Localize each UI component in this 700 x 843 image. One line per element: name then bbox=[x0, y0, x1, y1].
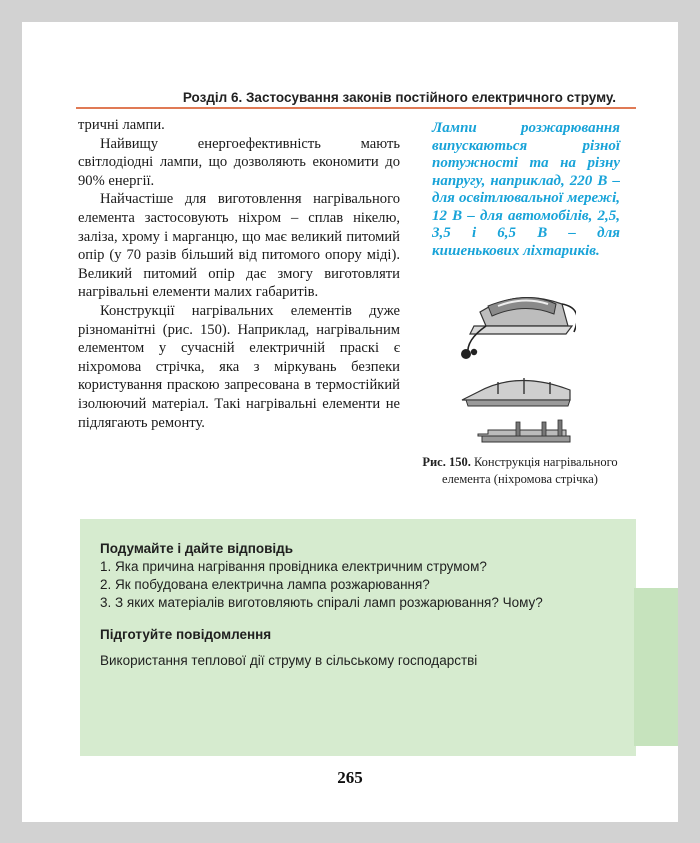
soleplate-drawing bbox=[462, 378, 570, 406]
main-text-column bbox=[78, 116, 400, 432]
nichrome-strip-drawing bbox=[478, 420, 570, 442]
caption-text: Конструкція нагрівального елемента (ніхромова стрічка) bbox=[442, 455, 618, 486]
page-header: Розділ 6. Застосування законів постійного електричного струму. bbox=[182, 90, 616, 105]
paragraph-4: Конструкції нагрівальних елементів дуже різноманітні (рис. 150). Наприклад, нагрівальним елементом у сучасній електричній праскі є ніхромова стрічка, яка з міркувань безпеки користування праскою запресована в термостійкий ізолюючий матеріал. Такі нагрівальні елементи не підлягають ремонту. bbox=[78, 302, 400, 431]
iron-figure bbox=[458, 282, 576, 448]
paragraph-3: Найчастіше для виготовлення нагрівального елемента застосовують ніхром – сплав нікелю, заліза, хрому і марганцю, що має великий питомий опір (у 70 разів більший від питомого опору міді). Великий питомий опір дає змогу виготовляти нагрівальні елементи малих габаритів. bbox=[78, 191, 400, 301]
question-3: 3. З яких матеріалів виготовляють спіралі ламп розжарювання? Чому? bbox=[100, 595, 543, 610]
side-note: Лампи розжарювання випускаються різної потужності та на різну напругу, наприклад, 220 В – для освітлювальної мережі, 12 В – для автомобілів, 2,5, 3,5 і 6,5 В – для кишенькових ліхтариків. bbox=[432, 120, 620, 259]
paragraph-1: тричні лампи. bbox=[78, 117, 165, 133]
questions-title: Подумайте і дайте відповідь bbox=[100, 541, 294, 556]
question-1: 1. Яка причина нагрівання провідника електричним струмом? bbox=[100, 559, 487, 574]
page-number: 265 bbox=[337, 768, 363, 787]
figure-caption bbox=[418, 454, 622, 488]
paragraph-2: Найвищу енергоефективність мають світлодіодні лампи, що дозволяють економити до 90% енергії. bbox=[78, 135, 400, 189]
iron-body-drawing bbox=[461, 297, 576, 359]
caption-label: Рис. 150. bbox=[422, 455, 471, 469]
header-divider bbox=[76, 107, 636, 109]
iron-illustration bbox=[458, 282, 576, 448]
questions-content bbox=[100, 540, 620, 670]
task-text: Використання теплової дії струму в сільському господарстві bbox=[100, 653, 478, 668]
margin-tab bbox=[634, 588, 678, 746]
question-2: 2. Як побудована електрична лампа розжарювання? bbox=[100, 577, 430, 592]
task-title: Підготуйте повідомлення bbox=[100, 627, 272, 642]
